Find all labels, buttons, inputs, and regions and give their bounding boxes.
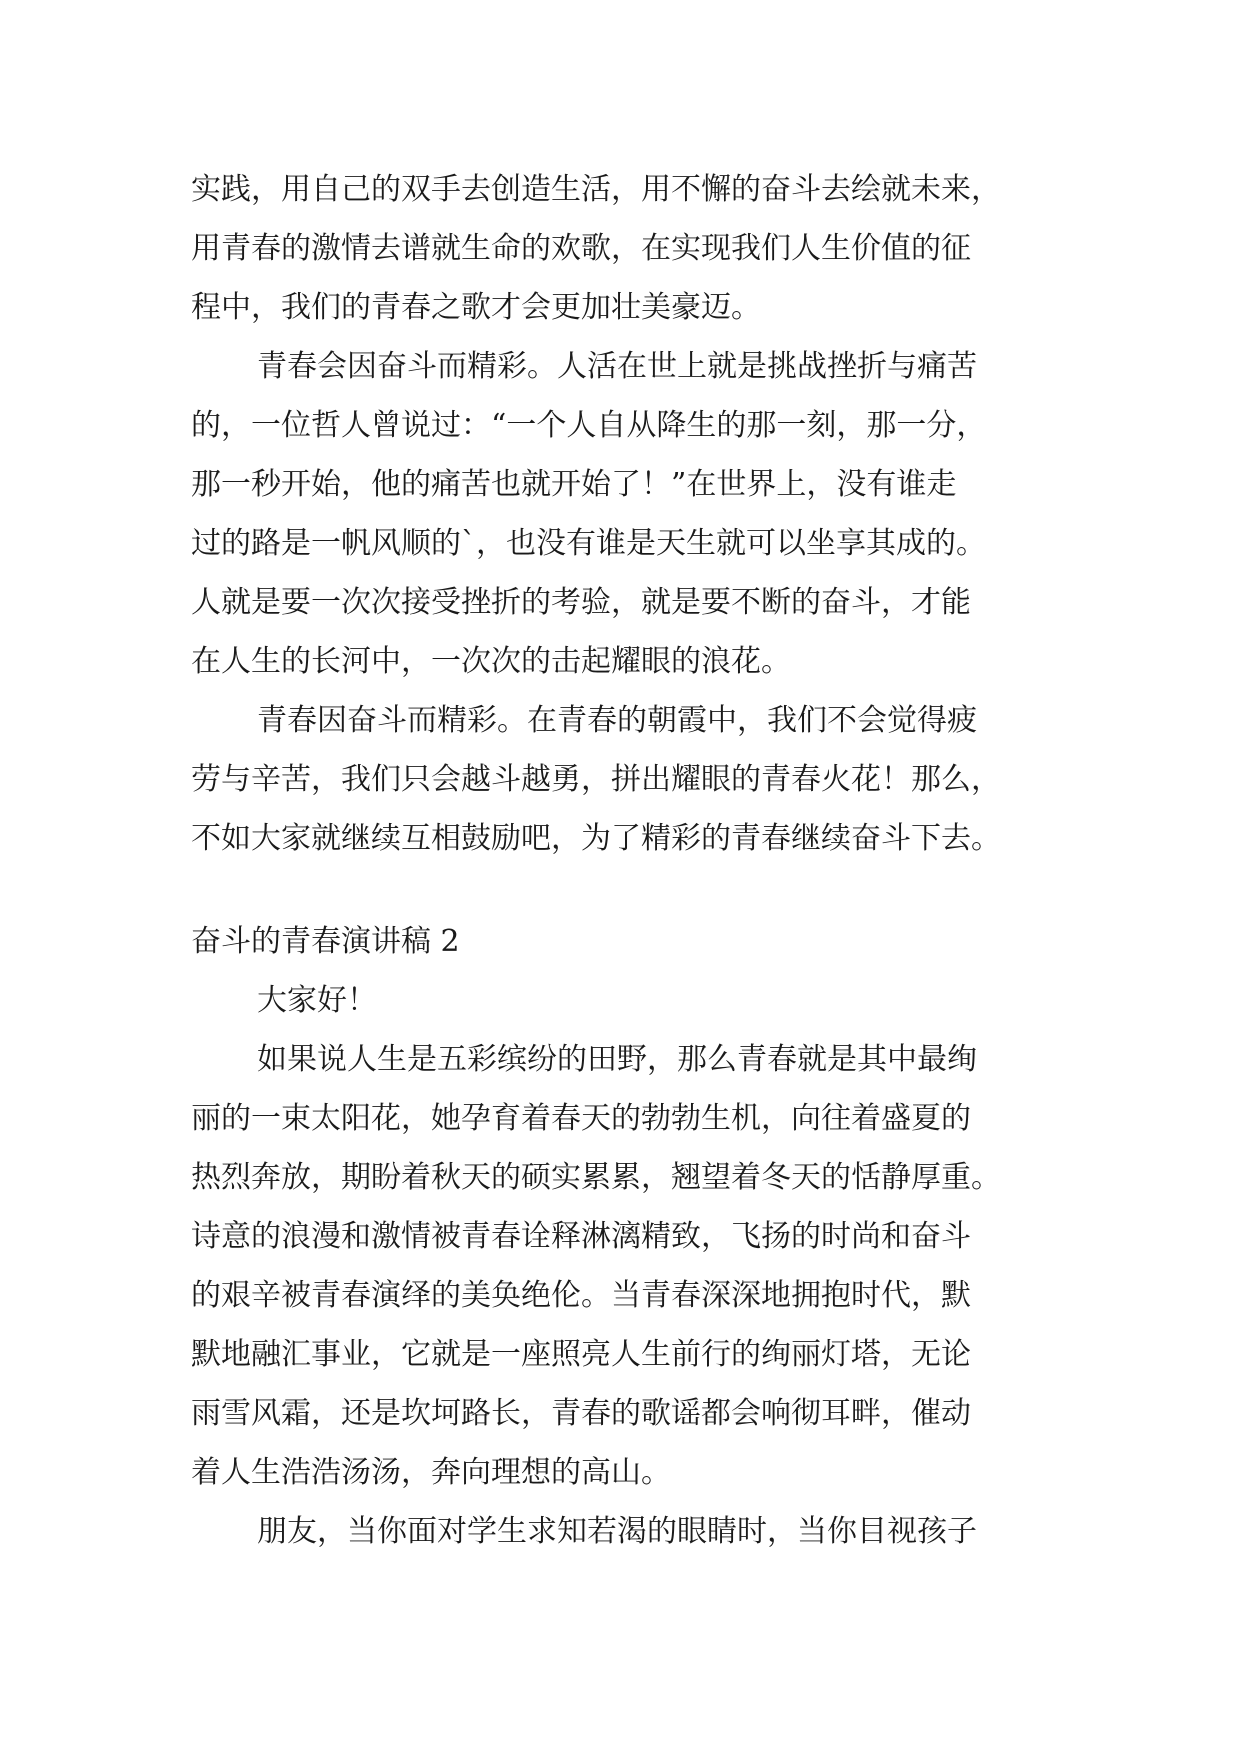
text-line: 实践，用自己的双手去创造生活，用不懈的奋斗去绘就未来，	[191, 172, 1001, 207]
text-line: 如果说人生是五彩缤纷的田野，那么青春就是其中最绚	[257, 1042, 977, 1077]
speech-part-one	[191, 160, 1071, 868]
paragraph-colorful-field	[191, 1030, 1071, 1502]
text-line: 热烈奔放，期盼着秋天的硕实累累，翘望着冬天的恬静厚重。	[191, 1160, 1001, 1195]
text-line: 青春会因奋斗而精彩。人活在世上就是挑战挫折与痛苦	[257, 349, 977, 384]
text-line: 着人生浩浩汤汤，奔向理想的高山。	[191, 1455, 671, 1490]
section-title: 奋斗的青春演讲稿 2	[191, 924, 460, 959]
paragraph-morning-glow	[191, 691, 1071, 868]
paragraph-struggle-life	[191, 337, 1071, 691]
text-line: 默地融汇事业，它就是一座照亮人生前行的绚丽灯塔，无论	[191, 1337, 971, 1372]
text-line: 在人生的长河中，一次次的击起耀眼的浪花。	[191, 644, 791, 679]
text-line: 用青春的激情去谱就生命的欢歌，在实现我们人生价值的征	[191, 231, 971, 266]
text-line: 劳与辛苦，我们只会越斗越勇，拼出耀眼的青春火花！那么，	[191, 762, 1001, 797]
greeting: 大家好！	[257, 983, 377, 1018]
speech-part-two	[191, 912, 1071, 1561]
paragraph-continuation	[191, 160, 1071, 337]
text-line: 雨雪风霜，还是坎坷路长，青春的歌谣都会响彻耳畔，催动	[191, 1396, 971, 1431]
text-line: 青春因奋斗而精彩。在青春的朝霞中，我们不会觉得疲	[257, 703, 977, 738]
text-line: 程中，我们的青春之歌才会更加壮美豪迈。	[191, 290, 761, 325]
text-line: 那一秒开始，他的痛苦也就开始了！”在世界上，没有谁走	[191, 467, 957, 502]
text-line: 的艰辛被青春演绎的美奂绝伦。当青春深深地拥抱时代，默	[191, 1278, 971, 1313]
text-line: 朋友，当你面对学生求知若渴的眼睛时，当你目视孩子	[257, 1514, 977, 1549]
text-line: 的，一位哲人曾说过：“一个人自从降生的那一刻，那一分，	[191, 408, 987, 443]
text-line: 诗意的浪漫和激情被青春诠释淋漓精致，飞扬的时尚和奋斗	[191, 1219, 971, 1254]
text-line: 过的路是一帆风顺的`，也没有谁是天生就可以坐享其成的。	[191, 526, 986, 561]
text-line: 丽的一束太阳花，她孕育着春天的勃勃生机，向往着盛夏的	[191, 1101, 971, 1136]
text-line: 人就是要一次次接受挫折的考验，就是要不断的奋斗，才能	[191, 585, 971, 620]
paragraph-friend	[191, 1502, 1071, 1561]
text-line: 不如大家就继续互相鼓励吧，为了精彩的青春继续奋斗下去。	[191, 821, 1001, 856]
